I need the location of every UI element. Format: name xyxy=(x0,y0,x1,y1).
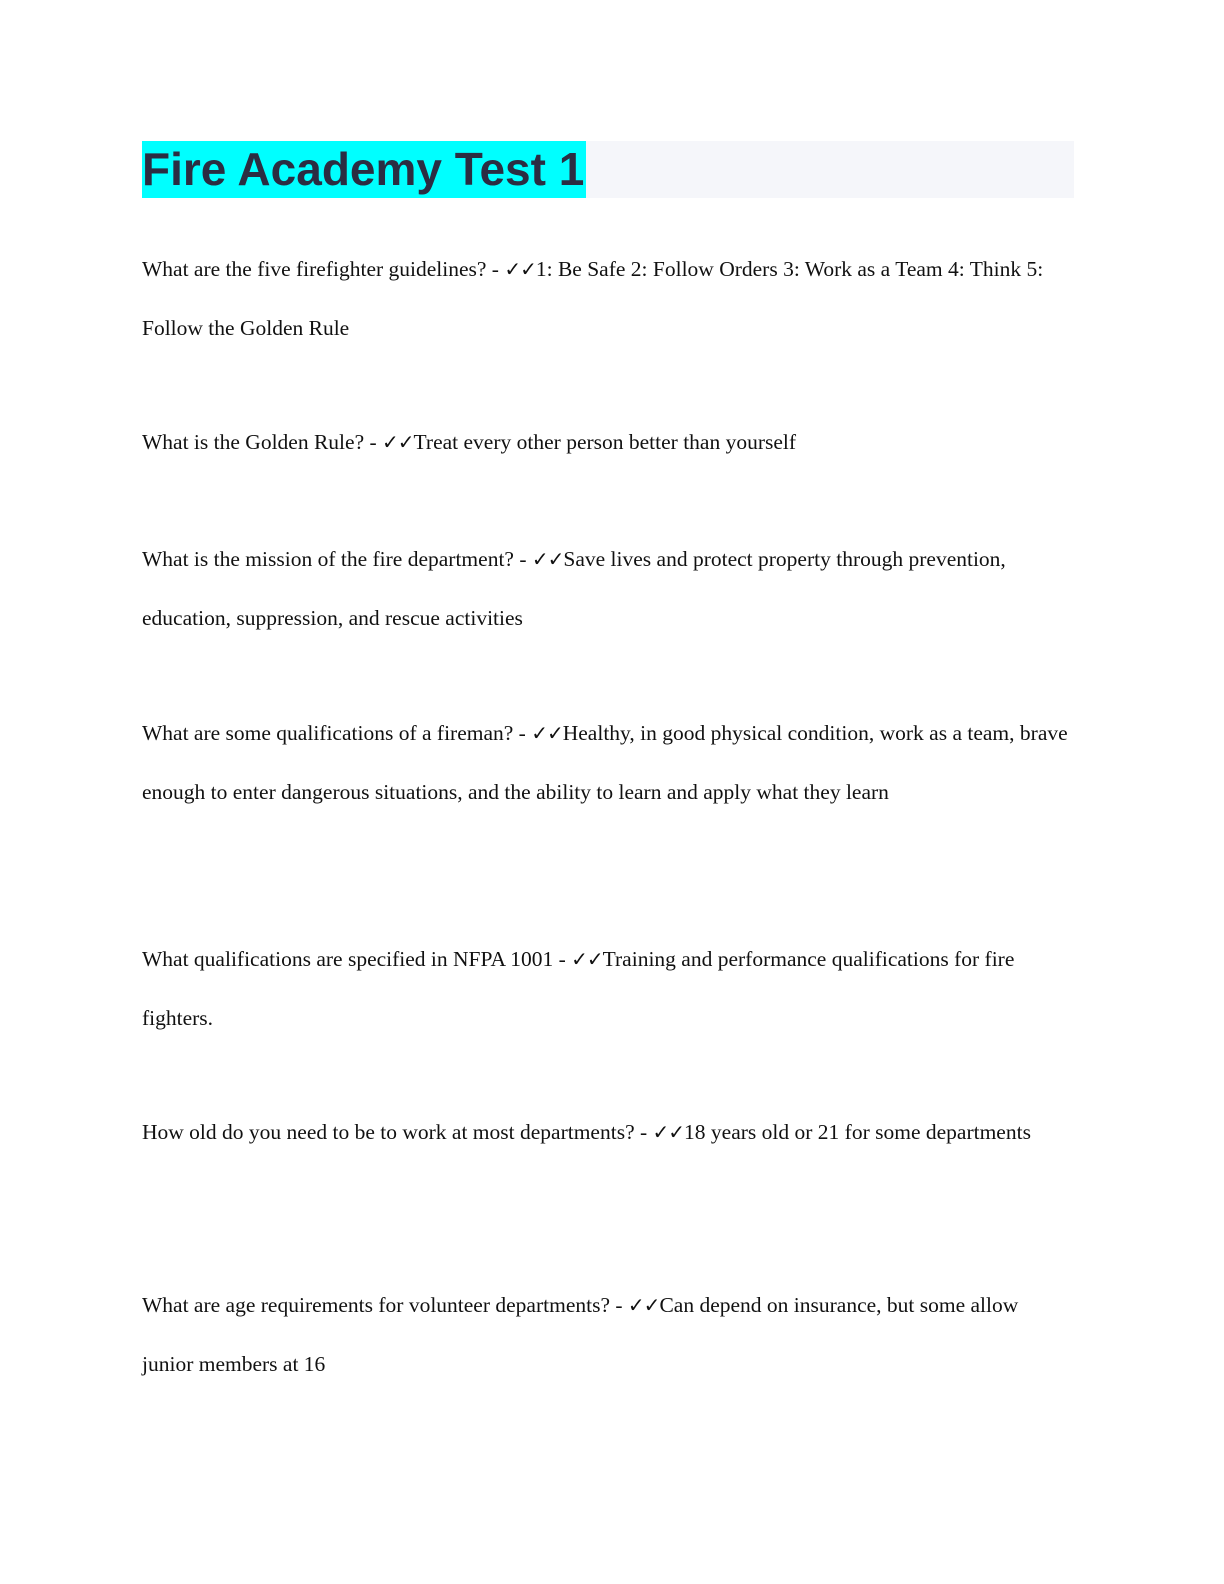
double-check-icon: ✓✓ xyxy=(504,257,536,281)
question-text: What qualifications are specified in NFPA 1001 - xyxy=(142,947,572,971)
qa-item xyxy=(142,930,1072,1047)
answer-text: Can depend on insurance, but some allow junior members at 16 xyxy=(142,1293,1019,1376)
answer-text: Training and performance qualifications for fire fighters. xyxy=(142,947,1015,1030)
qa-item xyxy=(142,1276,1072,1393)
page-title: Fire Academy Test 1 xyxy=(142,141,586,198)
answer-text: Healthy, in good physical condition, work as a team, brave enough to enter dangerous situations, and the ability to learn and apply what they learn xyxy=(142,721,1068,804)
answer-text: Save lives and protect property through prevention, education, suppression, and rescue activities xyxy=(142,547,1006,630)
double-check-icon: ✓✓ xyxy=(531,721,563,745)
answer-text: 1: Be Safe 2: Follow Orders 3: Work as a Team 4: Think 5: Follow the Golden Rule xyxy=(142,257,1044,340)
qa-item xyxy=(142,530,1072,647)
answer-text: 18 years old or 21 for some departments xyxy=(684,1120,1031,1144)
question-text: What are some qualifications of a fireman? - xyxy=(142,721,532,745)
question-text: What are the five firefighter guidelines? - xyxy=(142,257,505,281)
answer-text: Treat every other person better than yourself xyxy=(413,430,797,454)
qa-item xyxy=(142,240,1072,357)
question-text: What is the mission of the fire department? - xyxy=(142,547,532,571)
qa-item xyxy=(142,413,1072,472)
qa-item xyxy=(142,1103,1072,1162)
question-text: How old do you need to be to work at most departments? - xyxy=(142,1120,653,1144)
double-check-icon: ✓✓ xyxy=(382,430,414,454)
double-check-icon: ✓✓ xyxy=(571,947,603,971)
double-check-icon: ✓✓ xyxy=(531,547,564,571)
qa-item xyxy=(142,704,1072,821)
double-check-icon: ✓✓ xyxy=(627,1293,660,1317)
question-text: What is the Golden Rule? - xyxy=(142,430,383,454)
double-check-icon: ✓✓ xyxy=(652,1120,685,1144)
question-text: What are age requirements for volunteer departments? - xyxy=(142,1293,628,1317)
